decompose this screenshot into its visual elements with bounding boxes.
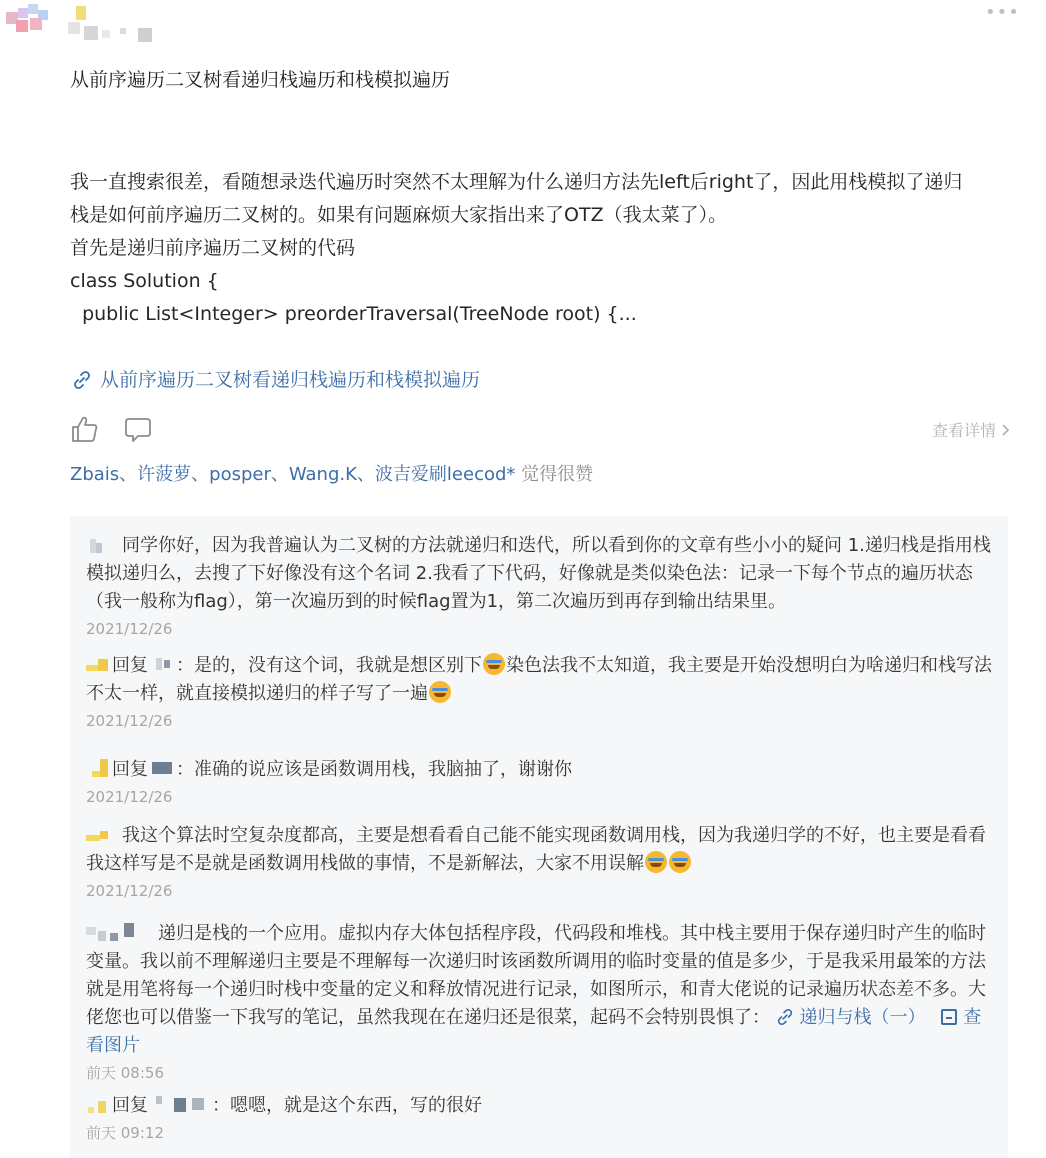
note-link-text: 递归与栈（一）: [799, 1007, 926, 1028]
comment-item: [86, 532, 996, 640]
reply-date: 2021/12/26: [86, 712, 173, 730]
comment-text: 我这个算法时空复杂度都高，主要是想看看自己能不能实现函数调用栈，因为我递归学的不好，也主要是看看我这样写是不是就是函数调用栈做的事情，不是新解法，大家不用误解: [86, 825, 986, 874]
mentioned-user[interactable]: [150, 656, 174, 672]
replier-avatar[interactable]: [86, 1095, 112, 1113]
article-link-text: 从前序遍历二叉树看递归栈遍历和栈模拟遍历: [100, 369, 481, 391]
reply-label: 回复: [112, 655, 148, 676]
crying-face-icon: [429, 681, 451, 703]
link-icon: [776, 1008, 794, 1026]
note-link[interactable]: [776, 1007, 931, 1028]
reply-text: 回复 ：嗯嗯，就是这个东西，写的很好: [86, 1092, 996, 1120]
likers-row: [70, 462, 593, 488]
view-details-label: 查看详情: [931, 421, 996, 440]
body-line: class Solution {: [70, 270, 219, 292]
body-line: 栈是如何前序遍历二叉树的。如果有问题麻烦大家指出来了OTZ（我太菜了）。: [70, 204, 728, 226]
reply-item: [86, 756, 996, 808]
body-line: public List<Integer> preorderTraversal(TreeNode root) {...: [70, 303, 637, 325]
crying-face-icon: [669, 851, 691, 873]
link-icon: [72, 370, 92, 390]
author-avatar[interactable]: [6, 4, 50, 38]
comment-date: 2021/12/26: [86, 620, 173, 638]
comment-date: 前天 08:56: [86, 1064, 164, 1082]
comments-section: [70, 516, 1008, 1158]
comment-item: [86, 822, 996, 902]
image-icon: [941, 1009, 957, 1025]
body-line: 首先是递归前序遍历二叉树的代码: [70, 237, 356, 259]
reply-date: 2021/12/26: [86, 788, 173, 806]
view-details-link[interactable]: [932, 418, 1010, 441]
reply-item: [86, 1092, 996, 1144]
reply-text: 回复 ：准确的说应该是函数调用栈，我脑抽了，谢谢你: [86, 756, 996, 784]
reply-text: 回复 ：是的，没有这个词，我就是想区别下 染色法我不太知道，我主要是开始没想明白为啥递归和栈写法不太一样，就直接模拟递归的样子写了一遍: [86, 655, 992, 704]
comment-text: 同学你好，因为我普遍认为二叉树的方法就递归和迭代，所以看到你的文章有些小小的疑问 1.递归栈是指用栈模拟递归么，去搜了下好像没有这个名词 2.我看了下代码，好像就是类似染色法：记录一下每个节点的遍历状态（我一般称为flag），第一次遍历到的时候flag置为1，第二次遍历到再存到输出结果里。: [86, 535, 991, 612]
article-link[interactable]: [72, 366, 480, 394]
comment-date: 2021/12/26: [86, 882, 173, 900]
reply-label: 回复: [112, 759, 148, 780]
post-header: [0, 0, 1046, 50]
crying-face-icon: [645, 851, 667, 873]
body-line: 我一直搜索很差，看随想录迭代遍历时突然不太理解为什么递归方法先left后right了，因此用栈模拟了递归: [70, 171, 963, 193]
mentioned-user[interactable]: [150, 1096, 210, 1112]
comment-text: 递归是栈的一个应用。虚拟内存大体包括程序段，代码段和堆栈。其中栈主要用于保存递归时产生的临时变量。我以前不理解递归主要是不理解每一次递归时该函数所调用的临时变量的值是多少，于是我采用最笨的方法就是用笔将每一个递归时栈中变量的定义和释放情况进行记录，如图所示，和青大佬说的记录遍历状态差不多。大佬您也可以借鉴一下我写的笔记，虽然我现在在递归还是很菜，起码不会特别畏惧了： 递归与栈（一） 查看图片: [86, 923, 986, 1056]
comment-item: [86, 920, 996, 1084]
post-body: [70, 166, 1010, 331]
reply-label: 回复: [112, 1095, 148, 1116]
replier-avatar[interactable]: [86, 655, 112, 673]
view-image-label: 查看图片: [86, 1007, 982, 1056]
reply-item: [86, 652, 996, 732]
author-name[interactable]: [68, 6, 158, 42]
replier-avatar[interactable]: [86, 759, 112, 777]
likers-names[interactable]: Zbais、许菠萝、posper、Wang.K、波吉爱刷leecod*: [70, 464, 516, 485]
post-title[interactable]: 从前序遍历二叉树看递归栈遍历和栈模拟遍历: [70, 69, 451, 91]
chevron-right-icon: [1000, 423, 1010, 437]
crying-face-icon: [483, 653, 505, 675]
reply-date: 前天 09:12: [86, 1124, 164, 1142]
comment-icon[interactable]: [124, 416, 152, 444]
mentioned-user[interactable]: [150, 760, 174, 776]
thumbs-up-icon[interactable]: [70, 414, 100, 444]
likers-suffix: 觉得很赞: [515, 464, 594, 485]
ellipsis-icon[interactable]: •••: [985, 2, 1020, 23]
commenter-avatar[interactable]: [86, 535, 112, 553]
commenter-avatar[interactable]: [86, 923, 142, 941]
post-actions: [70, 414, 1010, 444]
commenter-avatar[interactable]: [86, 825, 112, 843]
